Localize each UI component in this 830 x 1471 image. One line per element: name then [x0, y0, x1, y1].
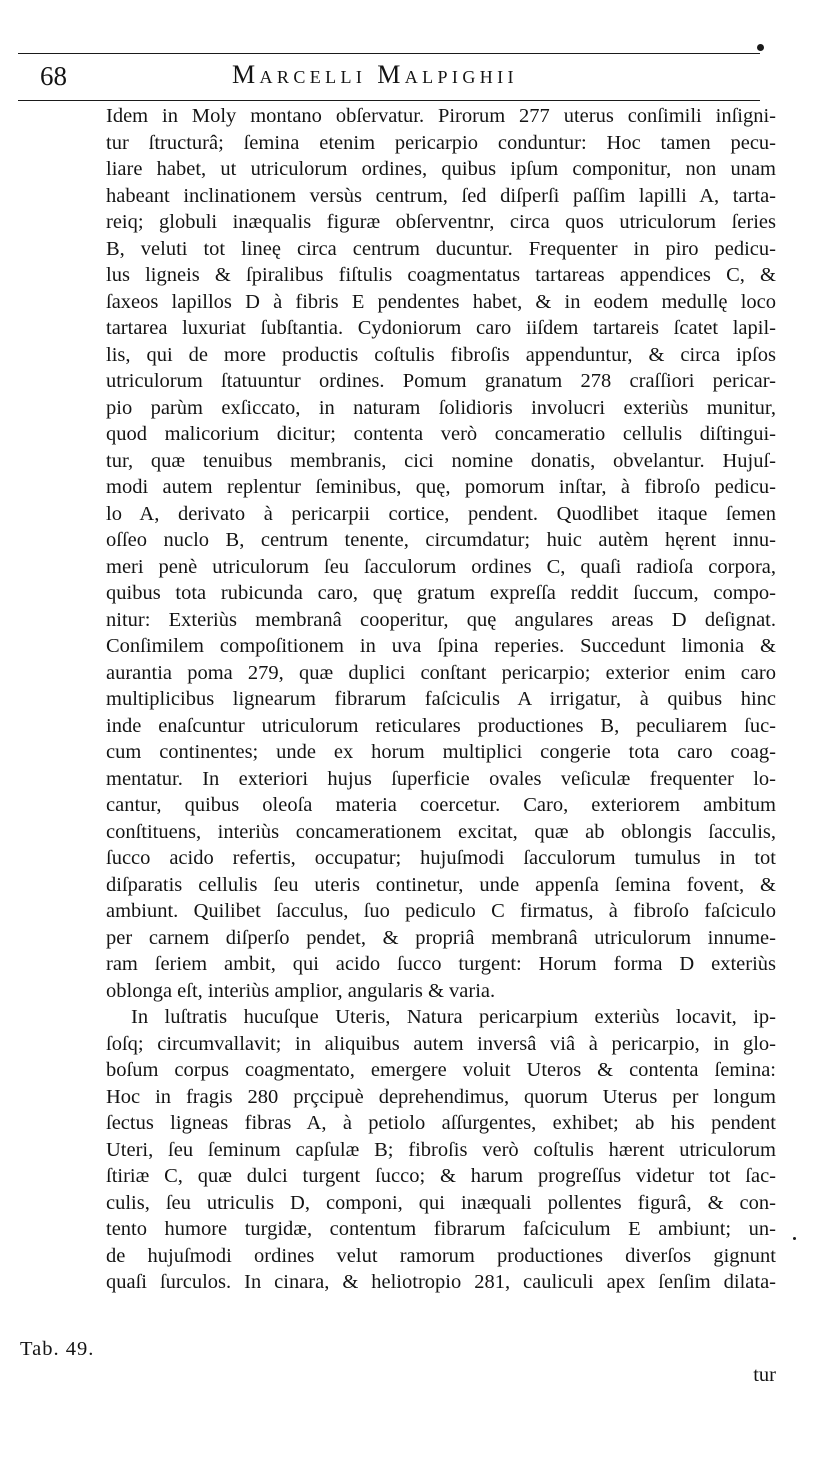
print-speck [757, 44, 764, 51]
text-line: nitur: Exteriùs membranâ cooperitur, quę angulares areas D deſignat. [106, 608, 776, 631]
text-line: meri penè utriculorum ſeu ſacculorum ordines C, quaſi radioſa corpora, [106, 555, 776, 578]
text-line: modi autem replentur ſeminibus, quę, pomorum inſtar, à fibroſo pedicu- [106, 476, 776, 498]
text-line: diſparatis cellulis ſeu uteris continetur, unde appenſa ſemina fovent, & [106, 873, 776, 896]
text-line: multiplicibus lignearum fibrarum faſciculis A irrigatur, à quibus hinc [106, 688, 776, 710]
text-line: ambiunt. Quilibet ſacculus, ſuo pediculo C firmatus, à fibroſo faſciculo [106, 900, 776, 922]
text-line: Conſimilem compoſitionem in uva ſpina reperies. Succedunt limonia & [106, 635, 776, 657]
header-top-rule [18, 53, 760, 54]
text-line: quod malicorium dicitur; contenta verò concameratio cellulis diſtingui- [106, 423, 776, 445]
text-line: B, veluti tot lineę circa centrum ducuntur. Frequenter in piro pedicu- [106, 237, 776, 260]
text-line: tur ſtructurâ; ſemina etenim pericarpio conduntur: Hoc tamen pecu- [106, 131, 776, 154]
text-line: ſtiriæ C, quæ dulci turgent ſucco; & harum progreſſus videtur tot ſac- [106, 1165, 776, 1187]
text-line: cantur, quibus oleoſa materia coercetur. Caro, exteriorem ambitum [106, 794, 776, 816]
text-line: oſſeo nuclo B, centrum tenente, circumdatur; huic autèm hęrent innu- [106, 529, 776, 551]
text-line: ram ſeriem ambit, qui acido ſucco turgent: Horum forma D exteriùs [106, 953, 776, 975]
page-number: 68 [40, 61, 67, 91]
text-line: pio parùm exſiccato, in naturam ſolidioris involucri exteriùs munitur, [106, 396, 776, 419]
text-line: tento humore turgidæ, contentum fibrarum faſciculum E ambiunt; un- [106, 1218, 776, 1240]
text-line: ſaxeos lapillos D à fibris E pendentes habet, & in eodem medullę loco [106, 290, 776, 313]
text-line: mentatur. In exteriori hujus ſuperficie ovales veſiculæ frequenter lo- [106, 767, 776, 790]
text-line: lis, qui de more productis coſtulis fibroſis appenduntur, & circa ipſos [106, 343, 776, 366]
text-line: Idem in Moly montano obſervatur. Pirorum 277 uterus conſimili inſigni- [106, 105, 776, 127]
catchword: tur [753, 1364, 776, 1386]
margin-speck [793, 1237, 796, 1240]
text-line: inde enaſcuntur utriculorum reticulares productiones B, peculiarem ſuc- [106, 714, 776, 737]
text-line: conſtituens, interiùs concamerationem excitat, quæ ab oblongis ſacculis, [106, 820, 776, 843]
text-line: Hoc in fragis 280 prçcipuè deprehendimus, quorum Uterus per longum [106, 1085, 776, 1108]
text-line: ſucco acido refertis, occupatur; hujuſmodi ſacculorum tumulus in tot [106, 847, 776, 869]
text-line: ſoſq; circumvallavit; in aliquibus autem inversâ viâ à pericarpio, in glo- [106, 1032, 776, 1055]
text-line: tur, quæ tenuibus membranis, cici nomine donatis, obvelantur. Hujuſ- [106, 449, 776, 472]
text-line: quibus tota rubicunda caro, quę gratum expreſſa reddit ſuccum, compo- [106, 582, 776, 604]
text-line: habeant inclinationem versùs centrum, ſed diſperſi paſſim lapilli A, tarta- [106, 184, 776, 207]
text-line: ſectus ligneas fibras A, à petiolo aſſurgentes, exhibet; ab his pendent [106, 1112, 776, 1134]
text-line: culis, ſeu utriculis D, componi, qui inæquali pollentes figurâ, & con- [106, 1191, 776, 1214]
text-line: utriculorum ſtatuuntur ordines. Pomum granatum 278 craſſiori pericar- [106, 370, 776, 392]
text-line: de hujuſmodi ordines velut ramorum productiones diverſos gignunt [106, 1244, 776, 1267]
text-line: oblonga eſt, interiùs amplior, angularis & varia. [106, 979, 496, 1002]
text-line: per carnem diſperſo pendet, & propriâ membranâ utriculorum innume- [106, 926, 776, 949]
text-line: boſum corpus coagmentato, emergere voluit Uteros & contenta ſemina: [106, 1059, 776, 1081]
text-line: In luſtratis hucuſque Uteris, Natura pericarpium exteriùs locavit, ip- [131, 1006, 776, 1028]
text-line: lo A, derivato à pericarpii cortice, pendent. Quodlibet itaque ſemen [106, 502, 776, 525]
text-line: reiq; globuli inæqualis figuræ obſerventnr, circa quos utriculorum ſeries [106, 211, 776, 233]
text-line: quaſi ſurculos. In cinara, & heliotropio 281, cauliculi apex ſenſim dilata- [106, 1271, 776, 1293]
running-head: Marcelli Malpighii [232, 60, 518, 89]
text-line: Uteri, ſeu ſeminum capſulæ B; fibroſis verò coſtulis hærent utriculorum [106, 1138, 776, 1161]
text-line: aurantia poma 279, quæ duplici conſtant pericarpio; exterior enim caro [106, 661, 776, 684]
text-line: cum continentes; unde ex horum multiplici congerie tota caro coag- [106, 741, 776, 763]
header-bottom-rule [18, 100, 760, 101]
marginal-plate-reference: Tab. 49. [20, 1338, 95, 1360]
text-line: lus ligneis & ſpiralibus fiſtulis coagmentatus tartareas appendices C, & [106, 264, 776, 286]
text-line: tartarea luxuriat ſubſtantia. Cydoniorum caro iiſdem tartareis ſcatet lapil- [106, 317, 776, 339]
text-line: liare habet, ut utriculorum ordines, quibus ipſum componitur, non unam [106, 158, 776, 180]
